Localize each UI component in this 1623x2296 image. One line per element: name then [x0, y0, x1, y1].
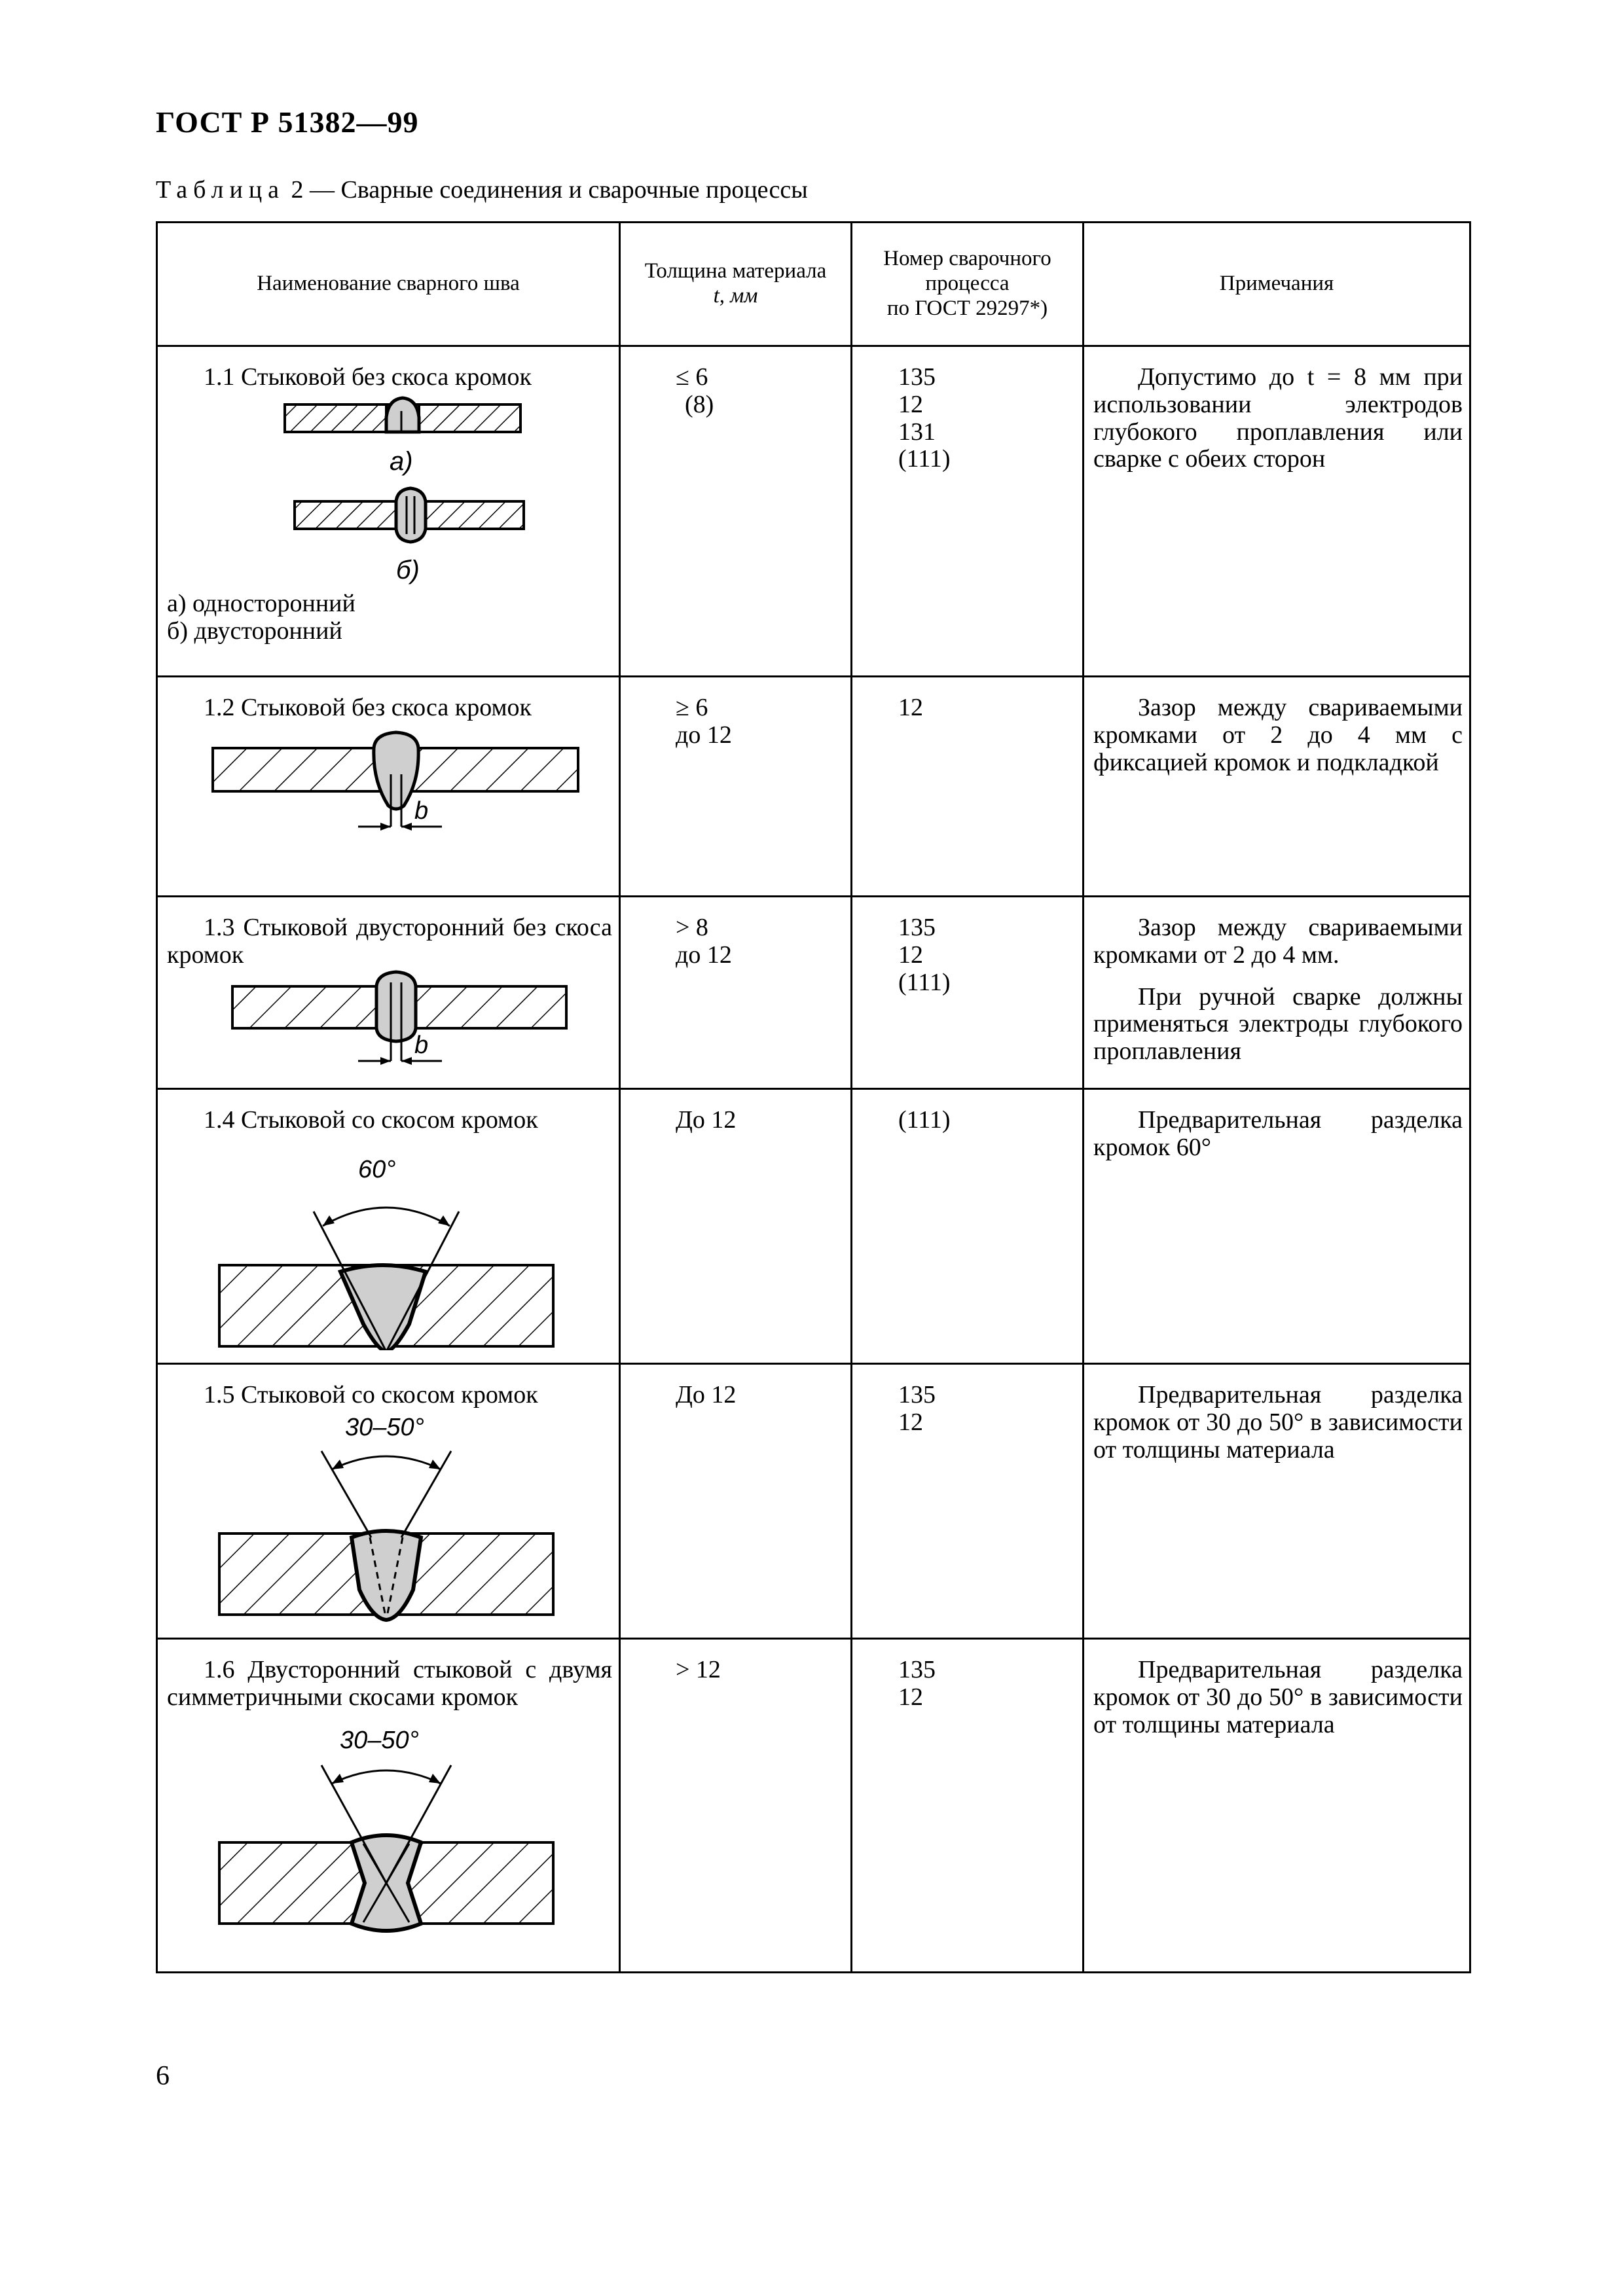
welds-table: [156, 221, 1471, 1973]
thickness-cell: [620, 1639, 852, 1973]
notes-cell: [1084, 897, 1470, 1089]
notes-cell: [1084, 346, 1470, 677]
process-cell: [852, 677, 1084, 897]
thickness-value: До 12: [676, 1381, 737, 1408]
weld-figure-1-4: [167, 1134, 612, 1350]
angle-label: 30–50°: [345, 1413, 424, 1441]
gap-label: b: [414, 797, 429, 825]
process-value: 12: [898, 941, 923, 969]
table-caption-title: — Сварные соединения и сварочные процессы: [310, 176, 808, 204]
thickness-cell: [620, 1364, 852, 1639]
column-header-thickness: Толщина материала t, мм: [620, 223, 852, 346]
row-title: 1.2 Стыковой без скоса кромок: [204, 694, 532, 721]
thickness-value: ≥ 6: [676, 694, 708, 721]
weld-figure-1-1: [167, 391, 612, 588]
document-code: ГОСТ Р 51382—99: [156, 105, 419, 139]
thickness-cell: [620, 1089, 852, 1364]
table-caption-prefix: Таблица: [156, 176, 285, 204]
process-value: 135: [898, 1381, 936, 1408]
fig-label-a: а): [390, 446, 413, 476]
table-row: [157, 677, 1470, 897]
note-text: При ручной сварке должны применяться электроды глубокого проплавления: [1093, 982, 1463, 1066]
thickness-value: до 12: [676, 941, 732, 969]
plate-double-sided: [295, 488, 524, 542]
table-caption-number: 2: [291, 176, 304, 204]
process-value: 135: [898, 1656, 936, 1683]
process-cell: [852, 1089, 1084, 1364]
note-text: Предварительная разделка кромок от 30 до 50° в зависимости от толщины материала: [1093, 1381, 1463, 1463]
note-text: Зазор между свариваемыми кромками от 2 до 4 мм.: [1093, 914, 1463, 969]
note-text: Допустимо до t = 8 мм при использовании электродов глубокого проплавления или сварке с обеих сторон: [1093, 363, 1463, 473]
table-row: [157, 897, 1470, 1089]
row-name-cell: [157, 346, 620, 677]
row-title: 1.1 Стыковой без скоса кромок: [204, 363, 532, 391]
row-title: 1.4 Стыковой со скосом кромок: [204, 1106, 538, 1134]
weld-figure-1-2: [167, 722, 612, 872]
column-header-process: Номер сварочного процесса по ГОСТ 29297*): [852, 223, 1084, 346]
process-value: (111): [898, 968, 951, 996]
notes-cell: [1084, 1089, 1470, 1364]
process-cell: [852, 346, 1084, 677]
thickness-value: ≤ 6: [676, 363, 708, 391]
page-number: 6: [156, 2061, 170, 2091]
thickness-value: До 12: [676, 1106, 737, 1134]
process-value: 135: [898, 363, 936, 391]
weld-figure-1-3: [167, 969, 612, 1074]
process-value: 131: [898, 418, 936, 446]
angle-label: 30–50°: [340, 1726, 419, 1754]
row-title: 1.3 Стыковой двусторонний без скоса кромок: [167, 914, 612, 969]
sub-label-double: б) двусторонний: [167, 617, 342, 645]
process-cell: [852, 1639, 1084, 1973]
thickness-value: > 8: [676, 914, 708, 941]
gap-label: b: [414, 1031, 429, 1059]
thickness-cell: [620, 897, 852, 1089]
table-row: [157, 346, 1470, 677]
weld-figure-1-5: [167, 1409, 612, 1625]
table-header-row: [157, 223, 1470, 346]
note-text: Предварительная разделка кромок от 30 до 50° в зависимости от толщины материала: [1093, 1656, 1463, 1738]
row-name-cell: [157, 1639, 620, 1973]
row-name-cell: [157, 1364, 620, 1639]
notes-cell: [1084, 1639, 1470, 1973]
process-value: (111): [898, 1106, 951, 1134]
table-row: [157, 1364, 1470, 1639]
row-title: 1.5 Стыковой со скосом кромок: [204, 1381, 538, 1408]
thickness-cell: [620, 346, 852, 677]
process-value: 12: [898, 1683, 923, 1711]
fig-label-b: б): [396, 555, 420, 584]
row-name-cell: [157, 677, 620, 897]
thickness-cell: [620, 677, 852, 897]
table-caption: [156, 175, 808, 204]
angle-label: 60°: [358, 1155, 396, 1183]
process-value: 12: [898, 694, 923, 721]
process-value: 12: [898, 390, 923, 418]
note-text: Зазор между свариваемыми кромками от 2 до 4 мм с фиксацией кромок и подкладкой: [1093, 694, 1463, 776]
column-header-name: Наименование сварного шва: [157, 223, 620, 346]
row-name-cell: [157, 897, 620, 1089]
row-name-cell: [157, 1089, 620, 1364]
process-cell: [852, 1364, 1084, 1639]
note-text: Предварительная разделка кромок 60°: [1093, 1106, 1463, 1161]
process-value: 12: [898, 1408, 923, 1436]
table-row: [157, 1639, 1470, 1973]
process-value: 135: [898, 914, 936, 941]
thickness-value: (8): [685, 390, 714, 418]
weld-figure-1-6: [167, 1712, 612, 1954]
notes-cell: [1084, 677, 1470, 897]
sub-label-single: а) односторонний: [167, 589, 356, 617]
thickness-value: до 12: [676, 721, 732, 749]
thickness-value: > 12: [676, 1656, 721, 1683]
notes-cell: [1084, 1364, 1470, 1639]
process-cell: [852, 897, 1084, 1089]
column-header-notes: Примечания: [1084, 223, 1470, 346]
plate-single-sided: [285, 398, 520, 432]
process-value: (111): [898, 445, 951, 473]
table-row: [157, 1089, 1470, 1364]
row-title: 1.6 Двусторонний стыковой с двумя симметричными скосами кромок: [167, 1656, 612, 1711]
